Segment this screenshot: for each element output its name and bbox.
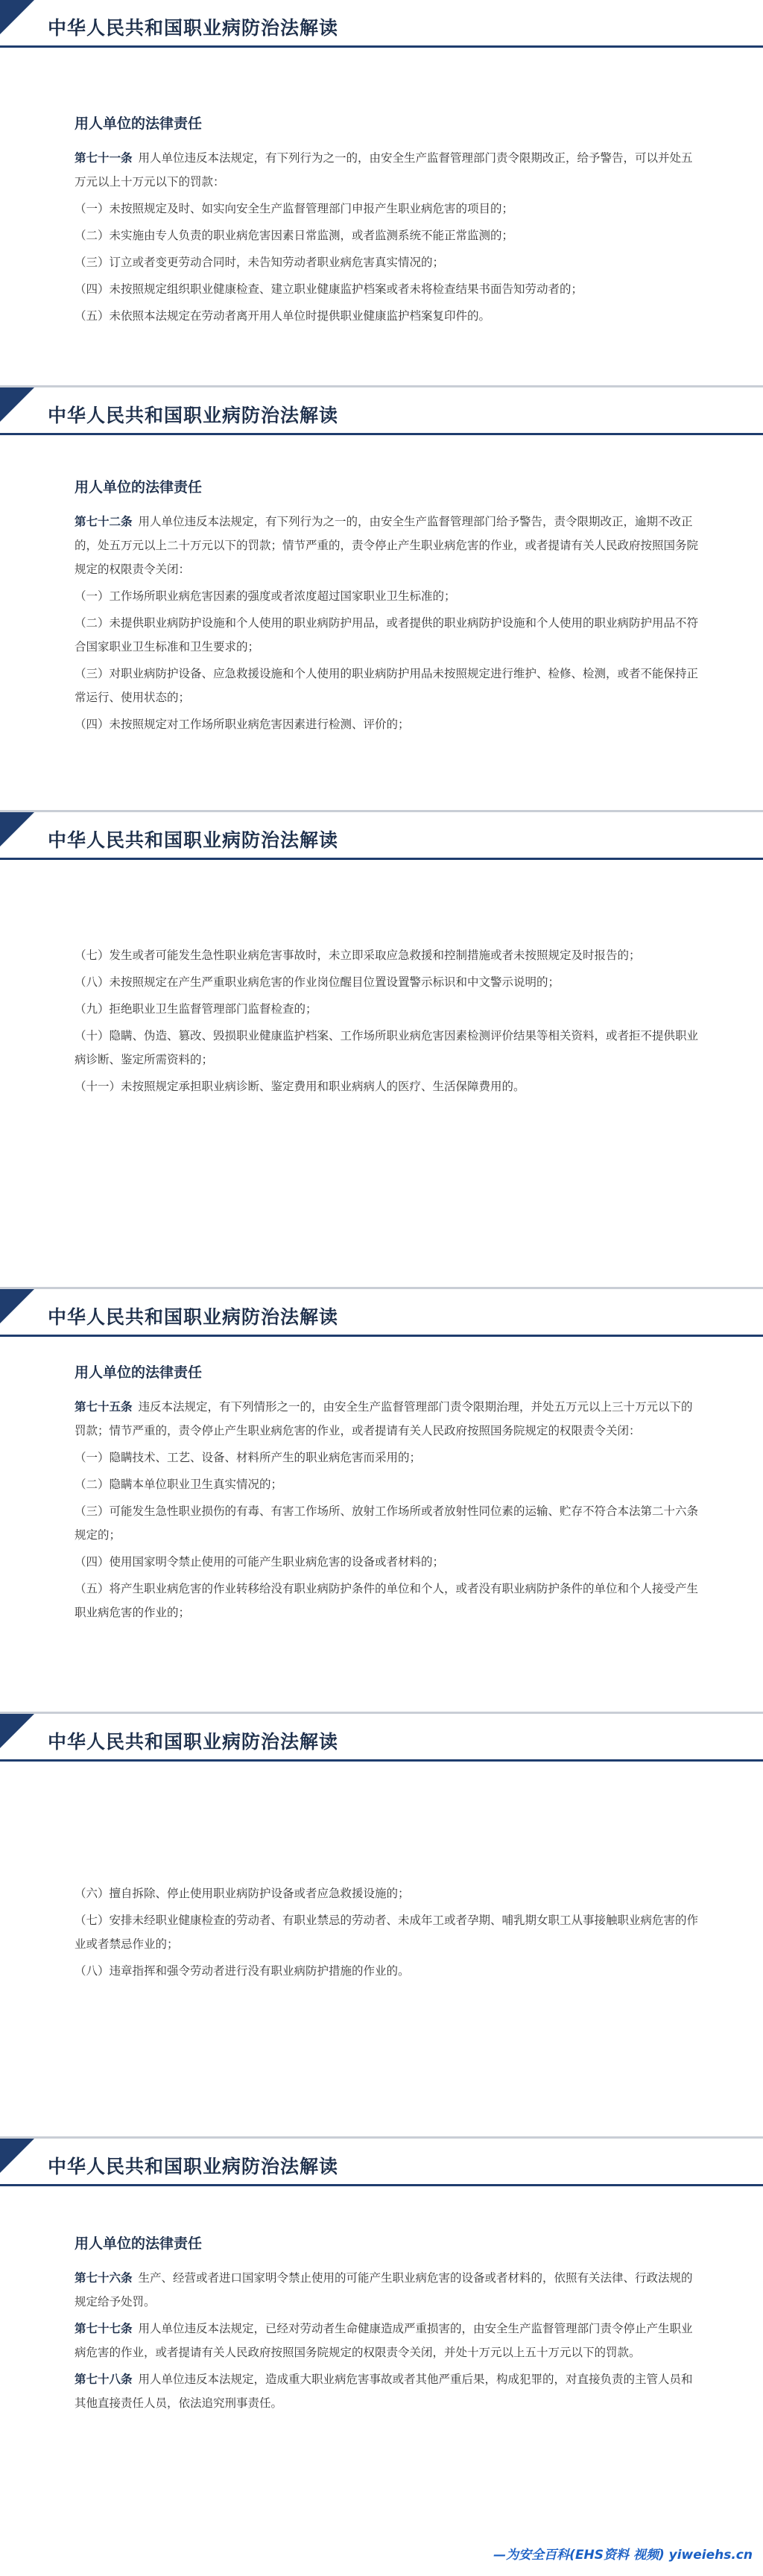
slide-content [75, 1361, 700, 1627]
article-number: 第七十六条 [75, 2271, 133, 2285]
article-text: 用人单位违反本法规定，造成重大职业病危害事故或者其他严重后果，构成犯罪的，对直接负责的主管人员和其他直接责任人员，依法追究刑事责任。 [75, 2373, 693, 2410]
slide-header [0, 1289, 763, 1337]
section-heading: 用人单位的法律责任 [75, 479, 203, 496]
article-number: 第七十五条 [75, 1400, 133, 1414]
slide-content [75, 943, 700, 1101]
slide-title: 中华人民共和国职业病防治法解读 [48, 17, 339, 39]
list-item: （一）隐瞒技术、工艺、设备、材料所产生的职业病危害而采用的； [75, 1451, 422, 1464]
list-item: （六）擅自拆除、停止使用职业病防护设备或者应急救援设施的； [75, 1887, 410, 1900]
slide-content [75, 1882, 700, 1986]
slide-1 [0, 0, 763, 387]
slide-content [75, 112, 700, 331]
corner-decoration [0, 812, 34, 846]
slide-6 [0, 2139, 763, 2576]
slide-content [75, 475, 700, 739]
list-item: （一）工作场所职业病危害因素的强度或者浓度超过国家职业卫生标准的； [75, 589, 456, 603]
slide-header [0, 812, 763, 860]
list-item: （五）将产生职业病危害的作业转移给没有职业病防护条件的单位和个人，或者没有职业病防护条件的单位和个人接受产生职业病危害的作业的； [75, 1582, 699, 1619]
article-paragraph [75, 2317, 700, 2364]
slide-5 [0, 1714, 763, 2139]
corner-decoration [0, 2139, 34, 2173]
list-item: （八）违章指挥和强令劳动者进行没有职业病防护措施的作业的。 [75, 1964, 410, 1978]
list-item: （四）未按照规定对工作场所职业病危害因素进行检测、评价的； [75, 718, 410, 731]
list-item: （八）未按照规定在产生严重职业病危害的作业岗位醒目位置设置警示标识和中文警示说明的； [75, 975, 560, 989]
article-paragraph [75, 146, 700, 194]
list-item: （一）未按照规定及时、如实向安全生产监督管理部门申报产生职业病危害的项目的； [75, 202, 514, 215]
list-item: （九）拒绝职业卫生监督管理部门监督检查的； [75, 1002, 317, 1016]
corner-decoration [0, 1714, 34, 1748]
slide-header [0, 2139, 763, 2186]
slide-3 [0, 812, 763, 1289]
article-text: 生产、经营或者进口国家明令禁止使用的可能产生职业病危害的设备或者材料的，依照有关法律、行政法规的规定给予处罚。 [75, 2271, 693, 2308]
list-item: （七）发生或者可能发生急性职业病危害事故时，未立即采取应急救援和控制措施或者未按照规定及时报告的； [75, 949, 641, 962]
slide-2 [0, 387, 763, 812]
slide-title: 中华人民共和国职业病防治法解读 [48, 1731, 339, 1753]
slide-4 [0, 1289, 763, 1714]
list-item: （三）可能发生急性职业损伤的有毒、有害工作场所、放射工作场所或者放射性同位素的运输、贮存不符合本法第二十六条规定的； [75, 1504, 699, 1542]
slide-title: 中华人民共和国职业病防治法解读 [48, 2156, 339, 2177]
list-item: （七）安排未经职业健康检查的劳动者、有职业禁忌的劳动者、未成年工或者孕期、哺乳期女职工从事接触职业病危害的作业或者禁忌作业的； [75, 1914, 699, 1951]
list-item: （十一）未按照规定承担职业病诊断、鉴定费用和职业病病人的医疗、生活保障费用的。 [75, 1080, 525, 1093]
corner-decoration [0, 387, 34, 422]
footer-watermark: —为安全百科(EHS资料 视频) yiweiehs.cn [493, 2548, 753, 2563]
list-item: （二）未实施由专人负责的职业病危害因素日常监测，或者监测系统不能正常监测的； [75, 229, 514, 242]
corner-decoration [0, 1289, 34, 1323]
article-number: 第七十二条 [75, 515, 133, 528]
article-paragraph [75, 1395, 700, 1443]
article-text: 用人单位违反本法规定，有下列行为之一的，由安全生产监督管理部门责令限期改正，给予警告，可以并处五万元以上十万元以下的罚款： [75, 151, 693, 189]
list-item: （二）隐瞒本单位职业卫生真实情况的； [75, 1478, 283, 1491]
slide-header [0, 387, 763, 435]
article-paragraph [75, 2367, 700, 2415]
section-heading: 用人单位的法律责任 [75, 115, 203, 132]
article-text: 违反本法规定，有下列情形之一的，由安全生产监督管理部门责令限期治理，并处五万元以上三十万元以下的罚款；情节严重的，责令停止产生职业病危害的作业，或者提请有关人民政府按照国务院规定的权限责令关闭： [75, 1400, 693, 1437]
list-item: （十）隐瞒、伪造、篡改、毁损职业健康监护档案、工作场所职业病危害因素检测评价结果等相关资料，或者拒不提供职业病诊断、鉴定所需资料的； [75, 1029, 699, 1066]
article-paragraph [75, 2266, 700, 2314]
article-number: 第七十七条 [75, 2322, 133, 2335]
slide-header [0, 0, 763, 48]
list-item: （五）未依照本法规定在劳动者离开用人单位时提供职业健康监护档案复印件的。 [75, 309, 491, 323]
section-heading: 用人单位的法律责任 [75, 2235, 203, 2252]
corner-decoration [0, 0, 34, 34]
section-heading: 用人单位的法律责任 [75, 1364, 203, 1381]
article-paragraph [75, 510, 700, 581]
slide-header [0, 1714, 763, 1762]
list-item: （三）订立或者变更劳动合同时，未告知劳动者职业病危害真实情况的； [75, 256, 445, 269]
slide-content [75, 2232, 700, 2418]
article-number: 第七十八条 [75, 2373, 133, 2386]
article-number: 第七十一条 [75, 151, 133, 165]
slide-title: 中华人民共和国职业病防治法解读 [48, 405, 339, 426]
list-item: （四）使用国家明令禁止使用的可能产生职业病危害的设备或者材料的； [75, 1555, 445, 1569]
list-item: （三）对职业病防护设备、应急救援设施和个人使用的职业病防护用品未按照规定进行维护、检修、检测，或者不能保持正常运行、使用状态的； [75, 667, 699, 704]
slide-title: 中华人民共和国职业病防治法解读 [48, 829, 339, 851]
article-text: 用人单位违反本法规定，有下列行为之一的，由安全生产监督管理部门给予警告，责令限期改正，逾期不改正的，处五万元以上二十万元以下的罚款；情节严重的，责令停止产生职业病危害的作业，或者提请有关人民政府按照国务院规定的权限责令关闭： [75, 515, 699, 576]
article-text: 用人单位违反本法规定，已经对劳动者生命健康造成严重损害的，由安全生产监督管理部门责令停止产生职业病危害的作业，或者提请有关人民政府按照国务院规定的权限责令关闭，并处十万元以上五十万元以下的罚款。 [75, 2322, 693, 2359]
slide-title: 中华人民共和国职业病防治法解读 [48, 1306, 339, 1328]
list-item: （二）未提供职业病防护设施和个人使用的职业病防护用品，或者提供的职业病防护设施和个人使用的职业病防护用品不符合国家职业卫生标准和卫生要求的； [75, 616, 699, 654]
list-item: （四）未按照规定组织职业健康检查、建立职业健康监护档案或者未将检查结果书面告知劳动者的； [75, 282, 583, 296]
